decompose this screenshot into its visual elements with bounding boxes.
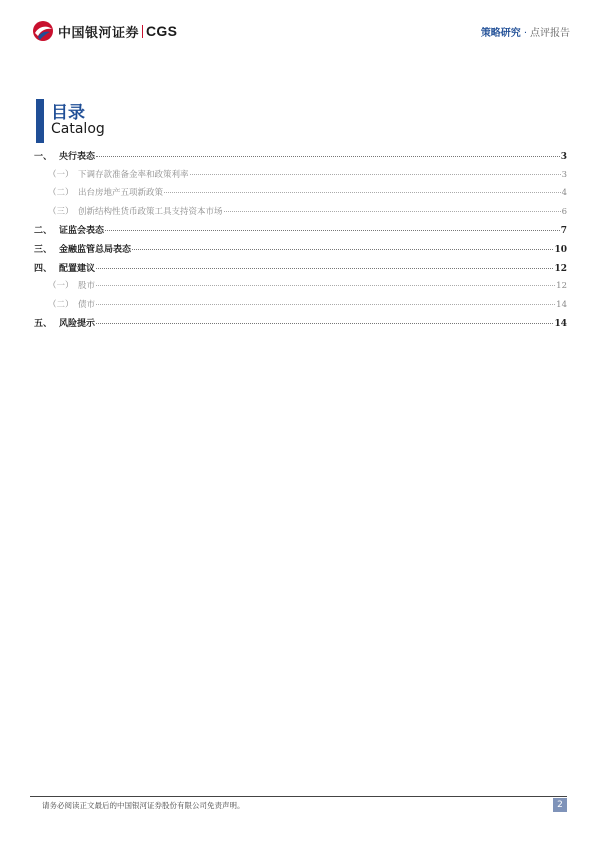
toc-entry[interactable]	[34, 298, 567, 317]
toc-leader-dots	[96, 268, 553, 269]
toc-leader-dots	[96, 323, 553, 324]
toc-entry-number: （一）	[48, 281, 74, 292]
toc-title-english: Catalog	[51, 121, 105, 137]
toc-leader-dots	[164, 192, 561, 193]
toc-entry[interactable]	[34, 242, 567, 261]
toc-leader-dots	[190, 174, 561, 175]
toc-leader-dots	[105, 230, 560, 231]
toc-entry-number: （一）	[48, 169, 74, 180]
toc-leader-dots	[96, 156, 560, 157]
page-header	[30, 18, 570, 46]
toc-entry-page: 3	[561, 169, 567, 180]
toc-leader-dots	[132, 249, 553, 250]
toc-entry-page: 4	[561, 188, 567, 199]
report-type-label: 点评报告	[530, 28, 570, 39]
toc-entry[interactable]	[34, 168, 567, 187]
logo-english-text: CGS	[146, 23, 178, 39]
toc-entry-page: 3	[560, 152, 567, 162]
toc-entry-label: 配置建议	[59, 263, 96, 274]
logo-divider	[142, 25, 143, 38]
toc-entry-label: 债市	[78, 299, 96, 310]
toc-entry-page: 10	[554, 244, 567, 255]
toc-leader-dots	[96, 285, 555, 286]
toc-entry[interactable]	[34, 205, 567, 224]
toc-entry-page: 14	[554, 319, 567, 330]
toc-entry[interactable]	[34, 261, 567, 280]
toc-entry-label: 出台房地产五项新政策	[78, 188, 164, 199]
toc-entry-number: （二）	[48, 188, 74, 199]
galaxy-logo-icon	[32, 20, 54, 42]
category-separator: ·	[523, 28, 527, 39]
report-category	[481, 24, 570, 39]
toc-entry-label: 证监会表态	[59, 226, 105, 237]
footer-rule	[30, 796, 567, 797]
table-of-contents	[34, 149, 567, 335]
toc-entry-number: 二、	[34, 226, 53, 237]
toc-entry-label: 股市	[78, 281, 96, 292]
toc-entry-number: 四、	[34, 263, 53, 274]
toc-title-chinese: 目录	[51, 103, 85, 123]
toc-entry-label: 下调存款准备金率和政策利率	[78, 169, 189, 180]
logo-chinese-text: 中国银河证券	[58, 25, 140, 41]
toc-entry-number: 三、	[34, 244, 53, 255]
toc-entry[interactable]	[34, 186, 567, 205]
toc-entry[interactable]	[34, 279, 567, 298]
page-number-badge: 2	[553, 798, 567, 812]
toc-entry-page: 7	[560, 226, 567, 237]
footer-disclaimer: 请务必阅读正文最后的中国银河证券股份有限公司免责声明。	[42, 801, 245, 810]
toc-entry[interactable]	[34, 223, 567, 242]
title-accent-bar	[36, 99, 44, 143]
toc-entry-page: 12	[556, 281, 567, 292]
toc-leader-dots	[224, 211, 561, 212]
company-logo	[32, 20, 177, 42]
toc-entry-number: 五、	[34, 319, 53, 330]
toc-entry-page: 14	[556, 299, 567, 310]
toc-entry-number: （三）	[48, 206, 74, 217]
toc-entry-label: 金融监管总局表态	[59, 244, 132, 255]
toc-entry-label: 央行表态	[59, 152, 96, 162]
toc-entry[interactable]	[34, 316, 567, 335]
category-label: 策略研究	[480, 28, 521, 39]
toc-entry-number: （二）	[48, 299, 74, 310]
toc-entry-page: 6	[561, 206, 567, 217]
toc-entry-label: 风险提示	[59, 319, 96, 330]
toc-leader-dots	[96, 304, 555, 305]
toc-entry-label: 创新结构性货币政策工具支持资本市场	[78, 206, 223, 217]
toc-entry-page: 12	[554, 263, 567, 274]
toc-entry-number: 一、	[34, 152, 53, 162]
toc-entry[interactable]	[34, 149, 567, 168]
